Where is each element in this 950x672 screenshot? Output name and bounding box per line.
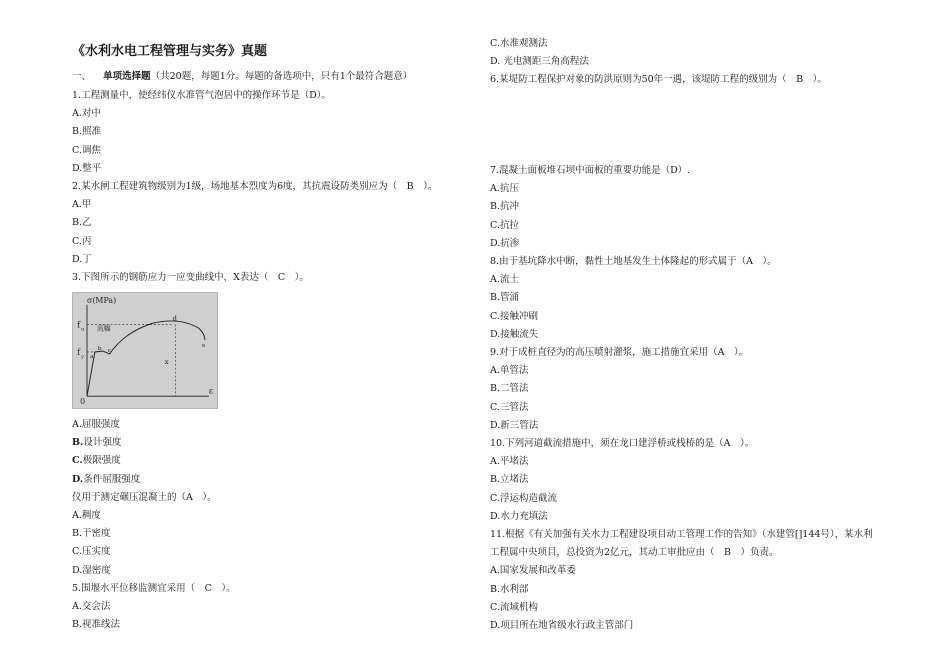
text-line: C.接触冲刷 [490,310,538,322]
text-line: A.单管法 [490,365,529,377]
text-line: 10.下列河道截流措施中，须在龙口建浮桥或栈桥的是（A ）。 [490,438,755,449]
text-line: C.调焦 [72,144,101,156]
x-marker-label: x [164,357,169,366]
text-line: D.水力充填法 [490,510,548,522]
point-e-label: e [202,343,206,350]
text-line: A.流土 [490,274,519,286]
point-b-label: b [97,346,102,353]
fu-sub-label: u [81,326,85,333]
text-line: 2.某水闸工程建筑物级别为1级，场地基本烈度为6度，其抗震设防类别应为（ B ）。 [72,181,438,192]
text-line: B.管涌 [490,292,520,304]
text-line: D.丁 [72,253,92,265]
point-a-label: a [89,353,94,360]
text-line: B.水利部 [490,583,529,595]
text-line: D.整平 [72,162,102,174]
text-line: B.照准 [72,126,102,138]
section-number: 一、 [72,71,92,82]
text-line: B.乙 [72,217,92,229]
text-line: D.项目所在地省级水行政主管部门 [490,620,634,631]
text-line: 1.工程测量中，使经纬仪水准管气泡居中的操作环节是（D）。 [72,90,331,101]
y-axis-label: σ(MPa) [87,295,117,305]
fu-label: f [77,320,81,330]
fy-label: f [77,347,81,357]
text-line: A.抗压 [490,183,519,195]
text-line: 11.根据《有关加强有关水力工程建设项目动工管理工作的告知》（水建管[]144号），某水利 [490,529,873,540]
text-line: A.屈服强度 [72,419,120,430]
text-line: 8.由于基坑降水中断，黏性土地基发生土体隆起的形式属于（A ）。 [490,256,777,267]
section-name: 单项选择题 [103,71,151,82]
text-line: D.湿密度 [72,564,111,576]
text-line: 9.对于成桩直径为的高压喷射灌浆，施工措施宜采用（A ）。 [490,347,749,358]
stress-strain-chart [73,293,217,408]
text-line: 7.混凝土面板堆石坝中面板的重要功能是（D）. [490,165,691,176]
text-line: A.稠度 [72,510,101,521]
section-heading [72,71,412,83]
text-line: 5.围堰水平位移监测宜采用（ C ）。 [72,582,236,594]
stress-strain-figure [72,292,218,409]
text-line: D.接触流失 [490,328,539,340]
text-line: C.水准观测法 [490,38,548,49]
fy-sub-label: y [81,353,84,360]
text-line: C.流域机构 [490,601,538,613]
text-line: 工程属中央项目，总投资为2亿元，其动工审批应由（ B ）负责。 [490,547,779,559]
text-line: D.新三管法 [490,419,539,431]
origin-label: 0 [80,397,86,407]
text-line: D.抗渗 [490,237,520,249]
text-line: 仪用于测定碾压混凝土的（A ）。 [72,491,217,503]
text-line: B.视准线法 [72,619,121,631]
text-line: D. 光电测距三角高程法 [490,56,589,67]
text-line: 3.下图所示的钢筋应力一应变曲线中，X表达（ C ）。 [72,272,309,283]
text-line: A.交会法 [72,601,111,612]
point-c-label: c [107,347,111,354]
text-line: A.国家发展和改革委 [490,565,576,577]
section-note: （共20题，每题1分。每题的备选项中，只有1个最符合题意） [150,71,413,82]
x-axis-label: ε [208,386,213,396]
text-line: D.条件屈服强度 [72,473,141,485]
text-line: C.压实度 [72,546,111,558]
text-line: A.甲 [72,199,92,211]
text-line: B.二管法 [490,383,529,395]
text-line: B.干密度 [72,528,111,540]
text-line: B.立堵法 [490,474,529,486]
text-line: B.抗冲 [490,201,520,213]
point-d-label: d [172,314,177,323]
text-line: C.浮运构造截流 [490,492,557,504]
text-line: A.对中 [72,108,101,120]
text-line: A.平堵法 [490,456,529,468]
page-title: 《水利水电工程管理与实务》真题 [72,44,268,59]
text-line: B.设计强度 [72,437,122,449]
plateau-label: 流幅 [96,324,111,333]
text-line: C.三管法 [490,401,529,413]
text-line: C.丙 [72,235,92,247]
text-line: C.抗拉 [490,219,519,231]
text-line: C.极限强度 [72,455,121,467]
text-line: 6.某堤防工程保护对象的防洪原则为50年一遇，该堤防工程的级别为（ B ）。 [490,74,827,85]
